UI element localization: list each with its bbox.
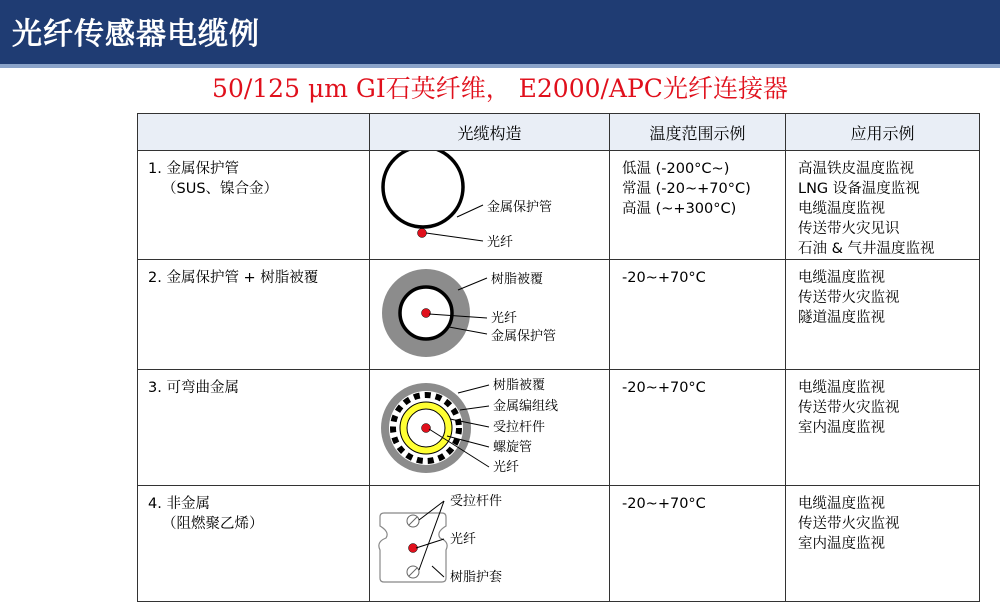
cable-diagram-cell [370,370,610,486]
flexible-metal-cable-diagram [370,370,610,484]
diagram-label: 受拉杆件 [450,494,503,509]
header-cell-empty [138,114,370,151]
application-item: 传送带火灾监视 [798,400,900,416]
diagram-label: 树脂护套 [450,570,503,585]
cable-name-cell [138,370,370,486]
diagram-label: 金属保护管 [491,329,557,344]
application-item: 高温铁皮温度监视 [798,161,914,177]
diagram-label: 螺旋管 [493,440,533,455]
table-row [138,151,980,260]
cable-table [137,113,980,602]
temperature-value: 常温 (-20~+70°C) [622,181,751,197]
application-item: 电缆温度监视 [798,496,885,512]
header-cell-temperature: 温度范围示例 [610,114,786,151]
application-item: 电缆温度监视 [798,270,885,286]
temperature-value: -20~+70°C [622,270,706,286]
cable-name-sub: （SUS、镍合金） [162,181,279,197]
table-row [138,370,980,486]
header-cell-structure: 光缆构造 [370,114,610,151]
fiber-core [422,309,431,318]
temperature-value: -20~+70°C [622,380,706,396]
application-item: 传送带火灾监视 [798,290,900,306]
resin-coated-cable-diagram [370,260,610,368]
cable-name-cell [138,486,370,602]
non-metal-cable-diagram [370,486,610,600]
diagram-label: 光纤 [491,311,518,326]
temperature-cell [610,370,786,486]
page-title: 光纤传感器电缆例 [12,17,260,52]
diagram-label: 树脂被覆 [493,378,546,393]
diagram-label: 光纤 [450,532,477,547]
cable-name: 1. 金属保护管 [148,161,239,177]
application-item: 电缆温度监视 [798,201,885,217]
header-bar [0,0,1000,64]
cable-name-cell [138,151,370,260]
application-item: LNG 设备温度监视 [798,181,920,197]
metal-tube-cable-diagram [370,151,610,259]
cable-diagram-cell [370,486,610,602]
application-item: 传送带火灾监视 [798,516,900,532]
temperature-cell [610,151,786,260]
temperature-value: 高温 (~+300°C) [622,201,737,217]
application-item: 室内温度监视 [798,420,885,436]
cable-diagram-cell [370,260,610,370]
diagram-label: 金属编组线 [493,399,559,414]
cable-name-cell [138,260,370,370]
application-item: 隧道温度监视 [798,310,885,326]
application-item: 传送带火灾见识 [798,221,900,237]
cable-name: 4. 非金属 [148,496,210,512]
table-row [138,260,980,370]
application-cell [786,151,980,260]
temperature-cell [610,260,786,370]
header-cell-application: 应用示例 [786,114,980,151]
fiber-core [418,229,427,238]
fiber-core [422,424,431,433]
application-cell [786,486,980,602]
subtitle: 50/125 μm GI石英纤维， E2000/APC光纤连接器 [212,74,788,103]
temperature-cell [610,486,786,602]
metal-tube-ring [383,151,463,227]
cable-name-sub: （阻燃聚乙烯） [162,516,264,532]
application-item: 电缆温度监视 [798,380,885,396]
cable-diagram-cell [370,151,610,260]
diagram-label: 光纤 [493,460,520,475]
application-item: 室内温度监视 [798,536,885,552]
diagram-label: 光纤 [487,235,514,250]
diagram-label: 树脂被覆 [491,272,544,287]
header-divider [0,64,1000,68]
table-row [138,486,980,602]
cable-name: 2. 金属保护管 + 树脂被覆 [148,270,319,286]
application-cell [786,260,980,370]
diagram-label: 金属保护管 [487,200,553,215]
temperature-value: -20~+70°C [622,496,706,512]
table-header-row [138,114,980,151]
diagram-label: 受拉杆件 [493,420,546,435]
temperature-value: 低温 (-200°C~) [622,161,730,177]
application-item: 石油 & 气井温度监视 [798,241,935,257]
application-cell [786,370,980,486]
cable-name: 3. 可弯曲金属 [148,380,239,396]
